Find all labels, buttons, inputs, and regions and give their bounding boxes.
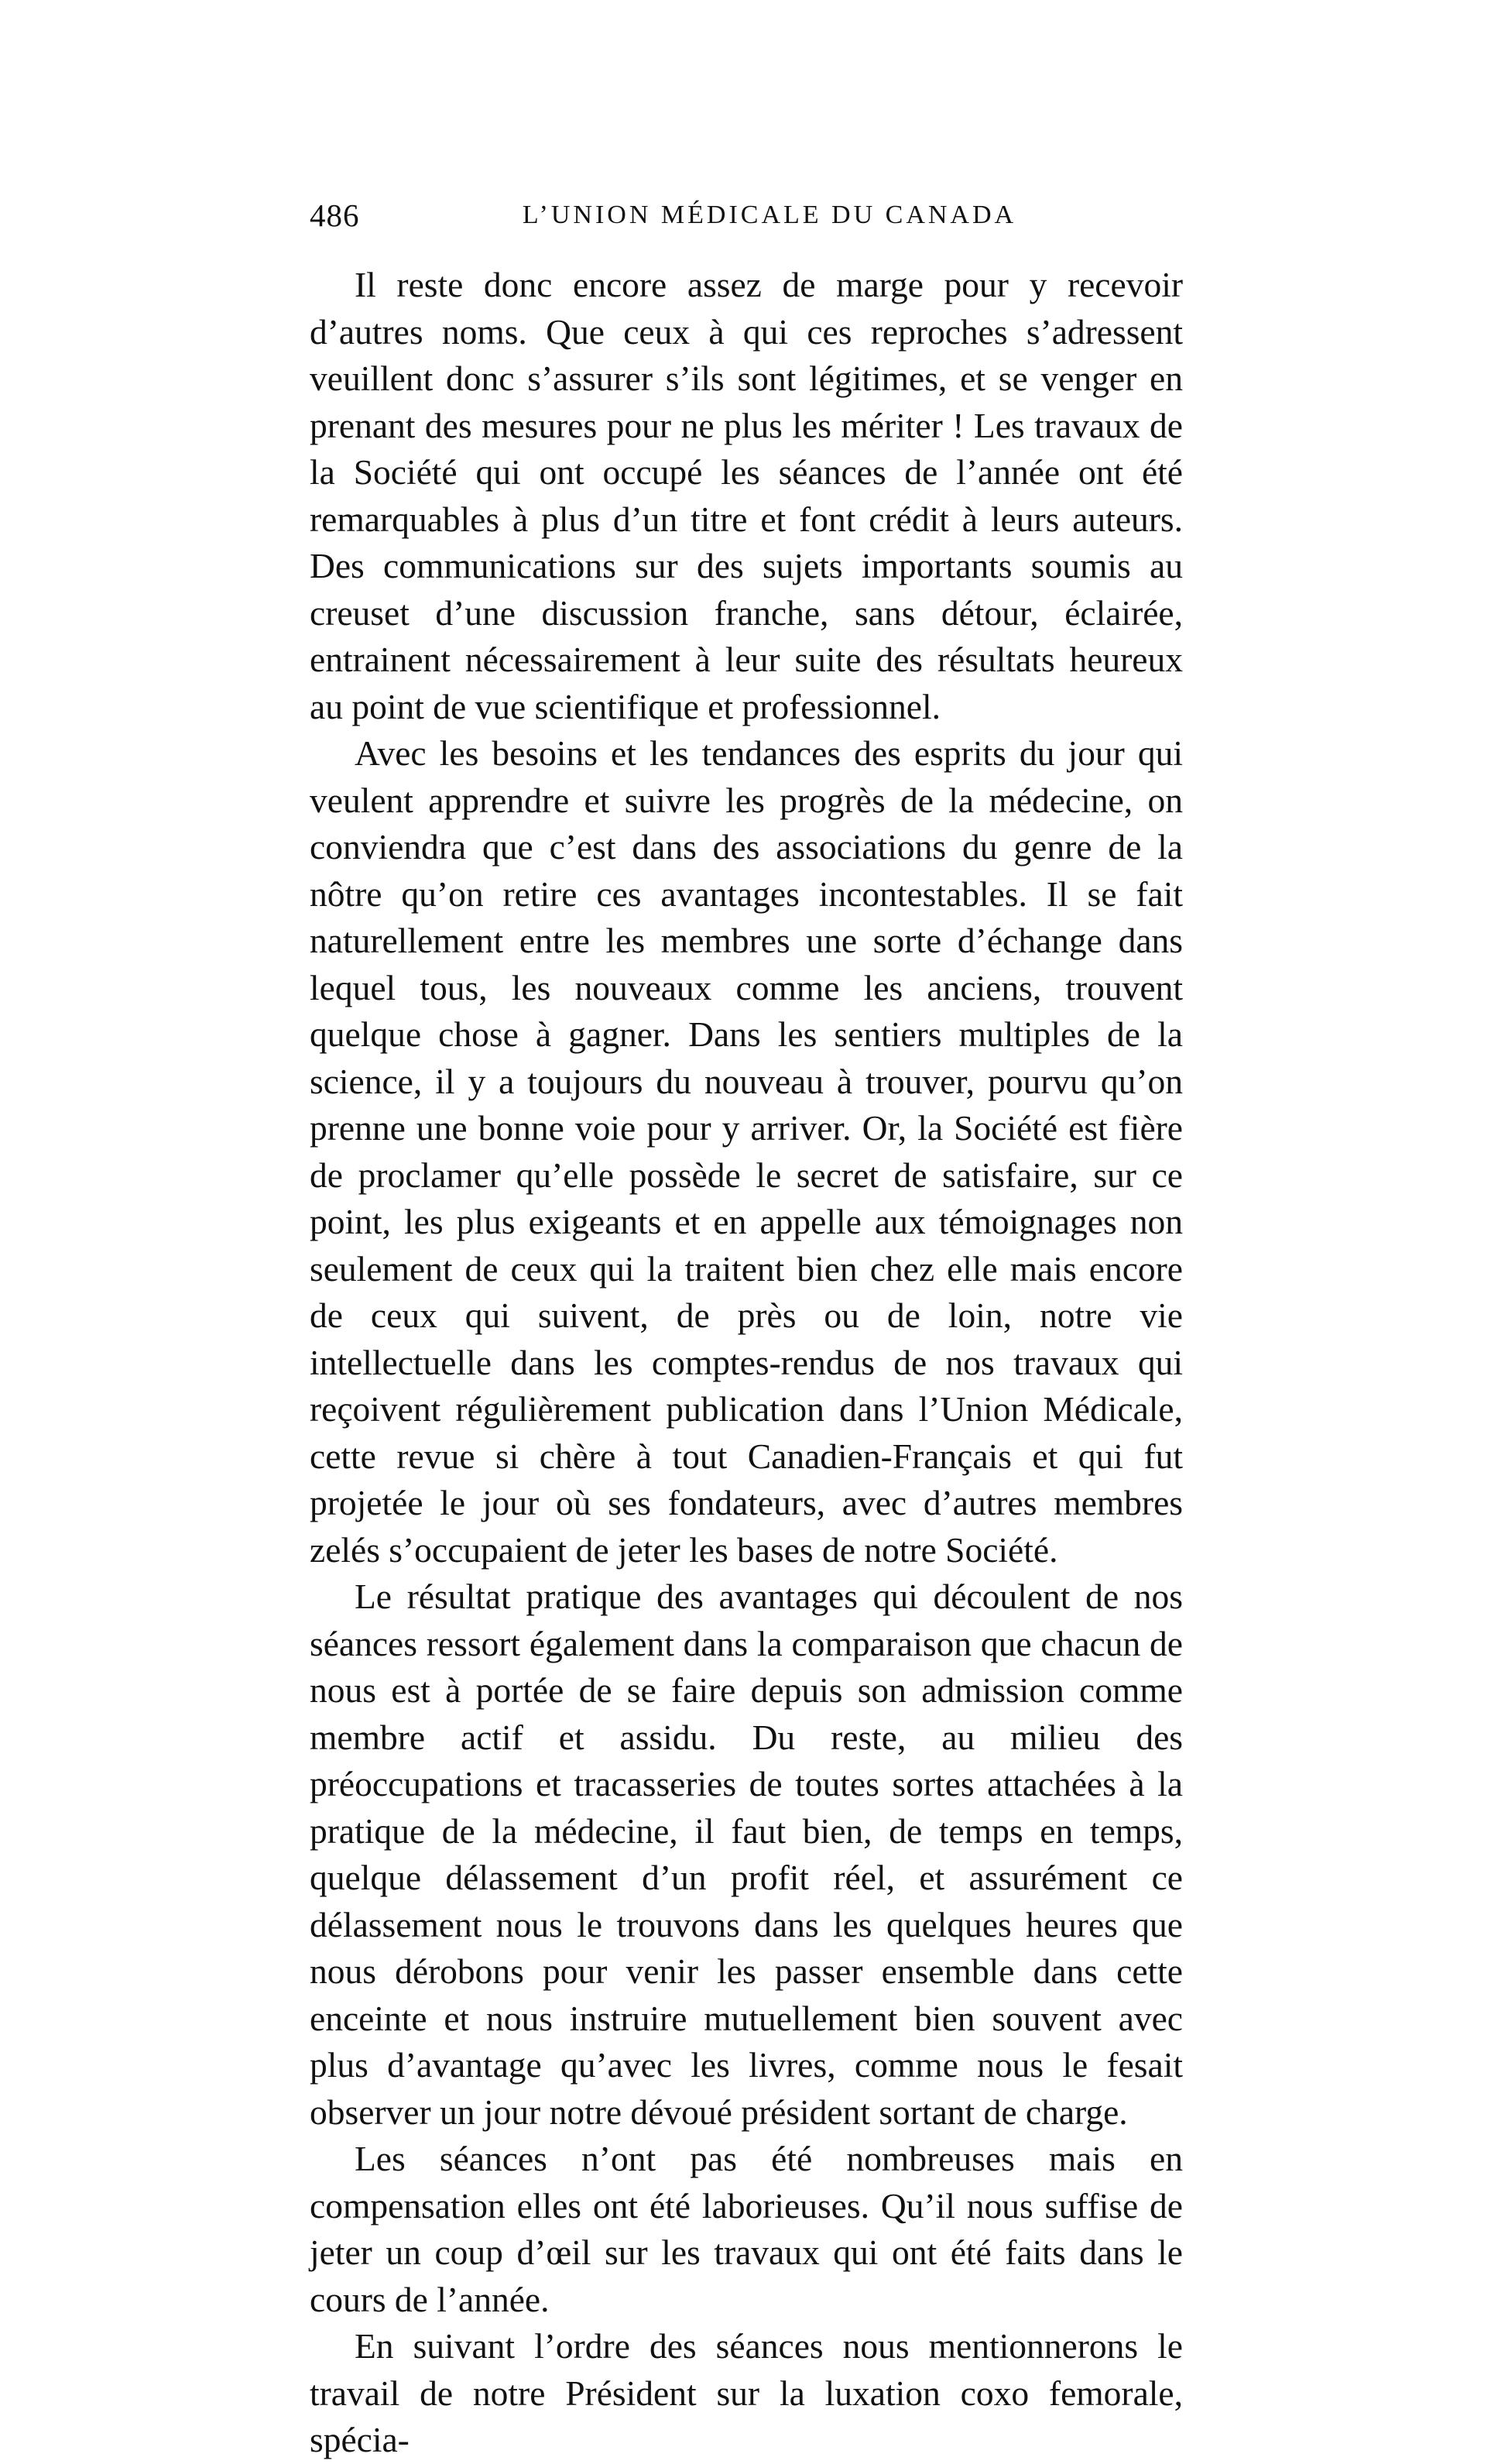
paragraph-4: Les séances n’ont pas été nombreuses mais en compensation elles ont été laborieuses. Qu’il nous suffise de jeter un coup d’œil sur les travaux qui ont été faits dans le cours de l’année. <box>310 2139 1183 2319</box>
paragraph-5: En suivant l’ordre des séances nous mentionnerons le travail de notre Président sur la luxation coxo femorale, spécia- <box>310 2326 1183 2459</box>
page-number: 486 <box>310 197 360 233</box>
paragraph-1: Il reste donc encore assez de marge pour y recevoir d’autres noms. Que ceux à qui ces reproches s’adressent veuillent donc s’assurer s’ils sont légitimes, et se venger en prenant des mesures pour ne plus les mériter ! Les travaux de la Société qui ont occupé les séances de l’année ont été remarquables à plus d’un titre et font crédit à leurs auteurs. Des communications sur des sujets importants soumis au creuset d’une discussion franche, sans détour, éclairée, entrainent nécessairement à leur suite des résultats heureux au point de vue scientifique et professionnel. <box>310 265 1183 726</box>
paragraph-2: Avec les besoins et les tendances des esprits du jour qui veulent apprendre et suivre les progrès de la médecine, on conviendra que c’est dans des associations du genre de la nôtre qu’on retire ces avantages incontestables. Il se fait naturellement entre les membres une sorte d’échange dans lequel tous, les nouveaux comme les anciens, trouvent quelque chose à gagner. Dans les sentiers multiples de la science, il y a toujours du nouveau à trouver, pourvu qu’on prenne une bonne voie pour y arriver. Or, la Société est fière de proclamer qu’elle possède le secret de satisfaire, sur ce point, les plus exigeants et en appelle aux témoignages non seulement de ceux qui la traitent bien chez elle mais encore de ceux qui suivent, de près ou de loin, notre vie intellectuelle dans les comptes-rendus de nos travaux qui reçoivent régulièrement publication dans l’Union Médicale, cette revue si chère à tout Canadien-Français et qui fut projetée le jour où ses fondateurs, avec d’autres membres zelés s’occupaient de jeter les bases de notre Société. <box>310 733 1183 1570</box>
running-head: L’UNION MÉDICALE DU CANADA <box>522 201 1017 229</box>
paragraph-3: Le résultat pratique des avantages qui découlent de nos séances ressort également dans la comparaison que chacun de nous est à portée de se faire depuis son admission comme membre actif et assidu. Du reste, au milieu des préoccupations et tracasseries de toutes sortes attachées à la pratique de la médecine, il faut bien, de temps en temps, quelque délassement d’un profit réel, et assurément ce délassement nous le trouvons dans les quelques heures que nous dérobons pour venir les passer ensemble dans cette enceinte et nous instruire mutuellement bien souvent avec plus d’avantage qu’avec les livres, comme nous le fesait observer un jour notre dévoué président sortant de charge. <box>310 1577 1183 2132</box>
body-text <box>310 262 1183 2464</box>
page-header <box>310 192 1183 239</box>
